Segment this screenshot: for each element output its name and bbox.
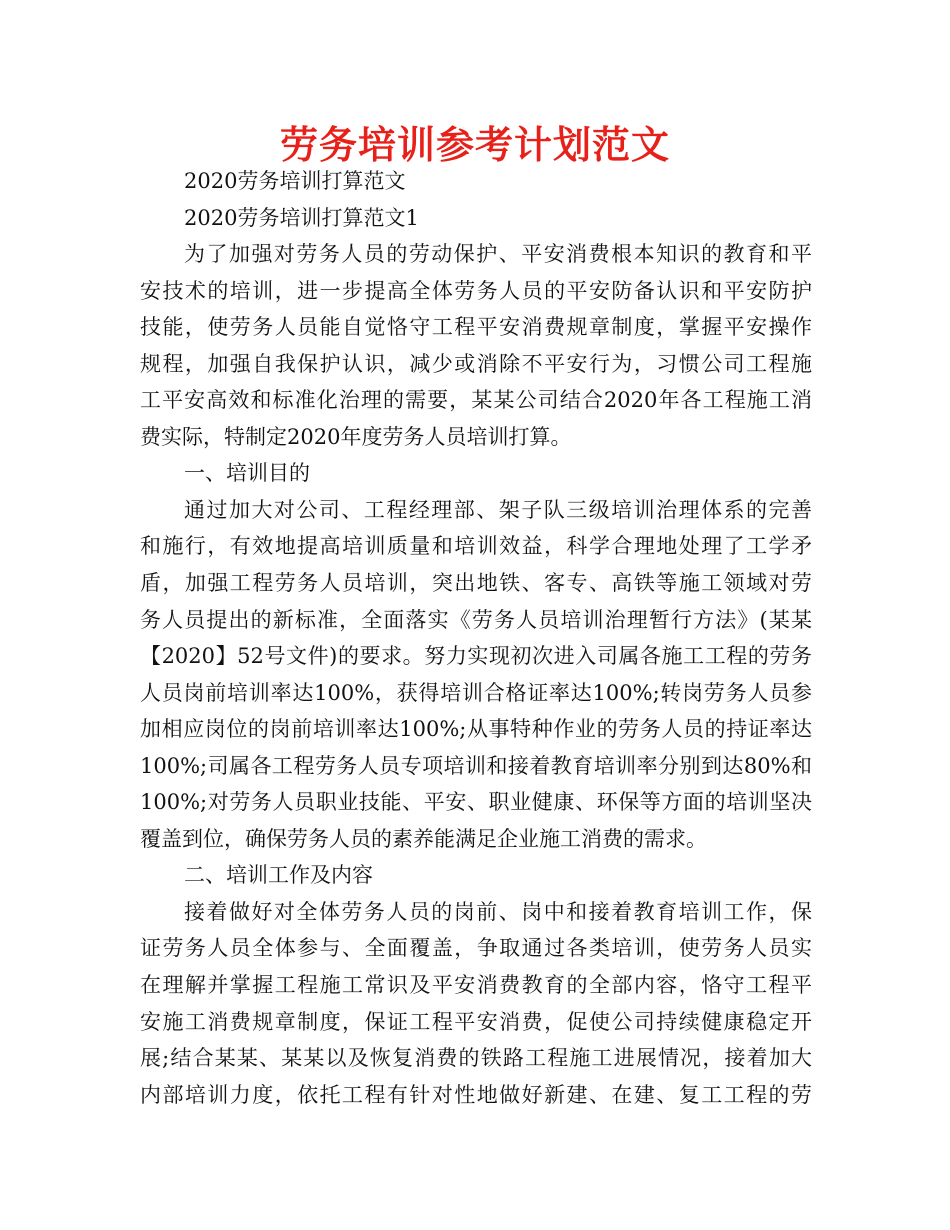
subtitle-line: 2020劳务培训打算范文1 — [184, 205, 419, 230]
section-heading: 二、培训工作及内容 — [184, 863, 373, 888]
subtitle-line: 2020劳务培训打算范文 — [184, 169, 406, 193]
paragraph-line: 技能，使劳务人员能自觉恪守工程平安消费规章制度，掌握平安操作 — [140, 315, 812, 340]
paragraph-line: 为了加强对劳务人员的劳动保护、平安消费根本知识的教育和平 — [184, 242, 812, 267]
paragraph-line: 务人员提出的新标准，全面落实《劳务人员培训治理暂行方法》(某某 — [140, 607, 812, 632]
paragraph-line: 证劳务人员全体参与、全面覆盖，争取通过各类培训，使劳务人员实 — [140, 936, 812, 961]
paragraph-line: 费实际，特制定2020年度劳务人员培训打算。 — [140, 424, 572, 449]
paragraph-line: 【2020】52号文件)的要求。努力实现初次进入司属各施工工程的劳务 — [140, 644, 812, 669]
paragraph-line: 通过加大对公司、工程经理部、架子队三级培训治理体系的完善 — [184, 497, 812, 522]
section-heading: 一、培训目的 — [184, 461, 310, 486]
paragraph-line: 内部培训力度，依托工程有针对性地做好新建、在建、复工工程的劳 — [140, 1082, 812, 1107]
paragraph-line: 加相应岗位的岗前培训率达100%;从事特种作业的劳务人员的持证率达 — [140, 717, 812, 742]
paragraph-line: 在理解并掌握工程施工常识及平安消费教育的全部内容，恪守工程平 — [140, 973, 812, 998]
paragraph-line: 展;结合某某、某某以及恢复消费的铁路工程施工进展情况，接着加大 — [140, 1046, 812, 1071]
paragraph-line: 安技术的培训，进一步提高全体劳务人员的平安防备认识和平安防护 — [140, 278, 812, 303]
paragraph-line: 100%;对劳务人员职业技能、平安、职业健康、环保等方面的培训坚决 — [140, 790, 812, 815]
paragraph-line: 安施工消费规章制度，保证工程平安消费，促使公司持续健康稳定开 — [140, 1009, 812, 1034]
paragraph-line: 盾，加强工程劳务人员培训，突出地铁、客专、高铁等施工领域对劳 — [140, 571, 812, 596]
paragraph-line: 接着做好对全体劳务人员的岗前、岗中和接着教育培训工作，保 — [184, 899, 812, 924]
document-title: 劳务培训参考计划范文 — [279, 123, 670, 167]
paragraph-line: 工平安高效和标准化治理的需要，某某公司结合2020年各工程施工消 — [140, 388, 812, 413]
paragraph-line: 100%;司属各工程劳务人员专项培训和接着教育培训率分别到达80%和 — [140, 753, 812, 778]
document-body — [140, 163, 812, 1113]
paragraph-line: 规程，加强自我保护认识，减少或消除不平安行为，习惯公司工程施 — [140, 351, 812, 376]
paragraph-line: 和施行，有效地提高培训质量和培训效益，科学合理地处理了工学矛 — [140, 534, 812, 559]
paragraph-line: 覆盖到位，确保劳务人员的素养能满足企业施工消费的需求。 — [140, 826, 707, 851]
paragraph-line: 人员岗前培训率达100%，获得培训合格证率达100%;转岗劳务人员参 — [140, 680, 812, 705]
